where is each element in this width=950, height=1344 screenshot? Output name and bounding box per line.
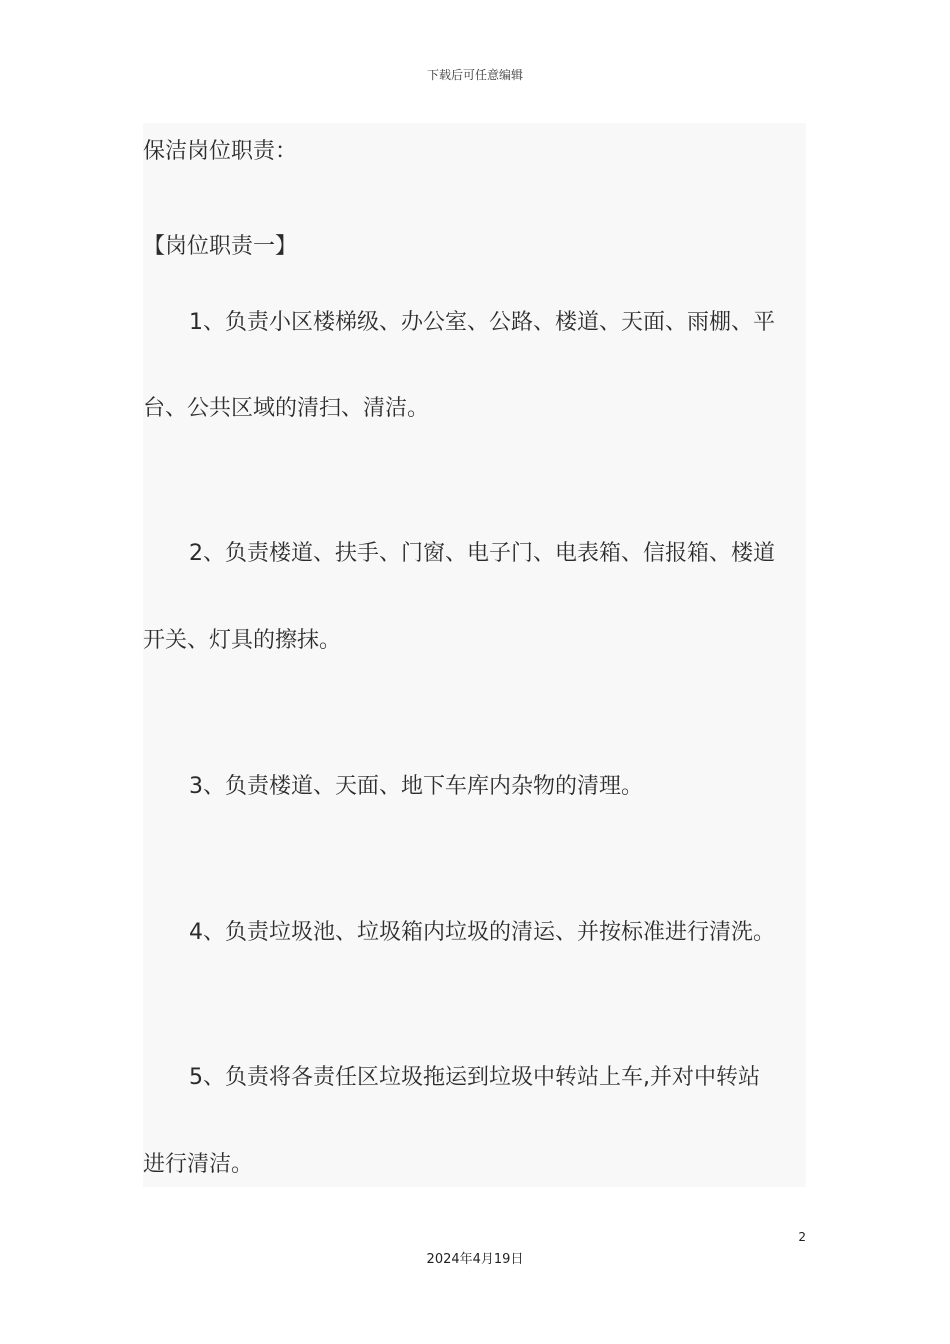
document-title: 保洁岗位职责： xyxy=(143,139,298,164)
duty-item-4: 4、负责垃圾池、垃圾箱内垃圾的清运、并按标准进行清洗。 xyxy=(189,920,775,945)
duty-item-1-line-1: 1、负责小区楼梯级、办公室、公路、楼道、天面、雨棚、平 xyxy=(189,310,775,335)
page-header: 下载后可任意编辑 xyxy=(426,68,523,82)
duty-item-2-line-2: 开关、灯具的擦抹。 xyxy=(143,628,342,653)
page-date: 2024年4月19日 xyxy=(426,1252,524,1267)
duty-item-5-line-1: 5、负责将各责任区垃圾拖运到垃圾中转站上车,并对中转站 xyxy=(189,1065,760,1090)
duty-item-2-line-1: 2、负责楼道、扶手、门窗、电子门、电表箱、信报箱、楼道 xyxy=(189,541,775,566)
duty-item-1-line-2: 台、公共区域的清扫、清洁。 xyxy=(143,396,430,421)
page-number: 2 xyxy=(798,1230,806,1244)
duty-item-3: 3、负责楼道、天面、地下车库内杂物的清理。 xyxy=(189,774,643,799)
document-body xyxy=(143,123,806,1187)
duty-item-5-line-2: 进行清洁。 xyxy=(143,1152,254,1177)
section-heading: 【岗位职责一】 xyxy=(143,234,298,259)
